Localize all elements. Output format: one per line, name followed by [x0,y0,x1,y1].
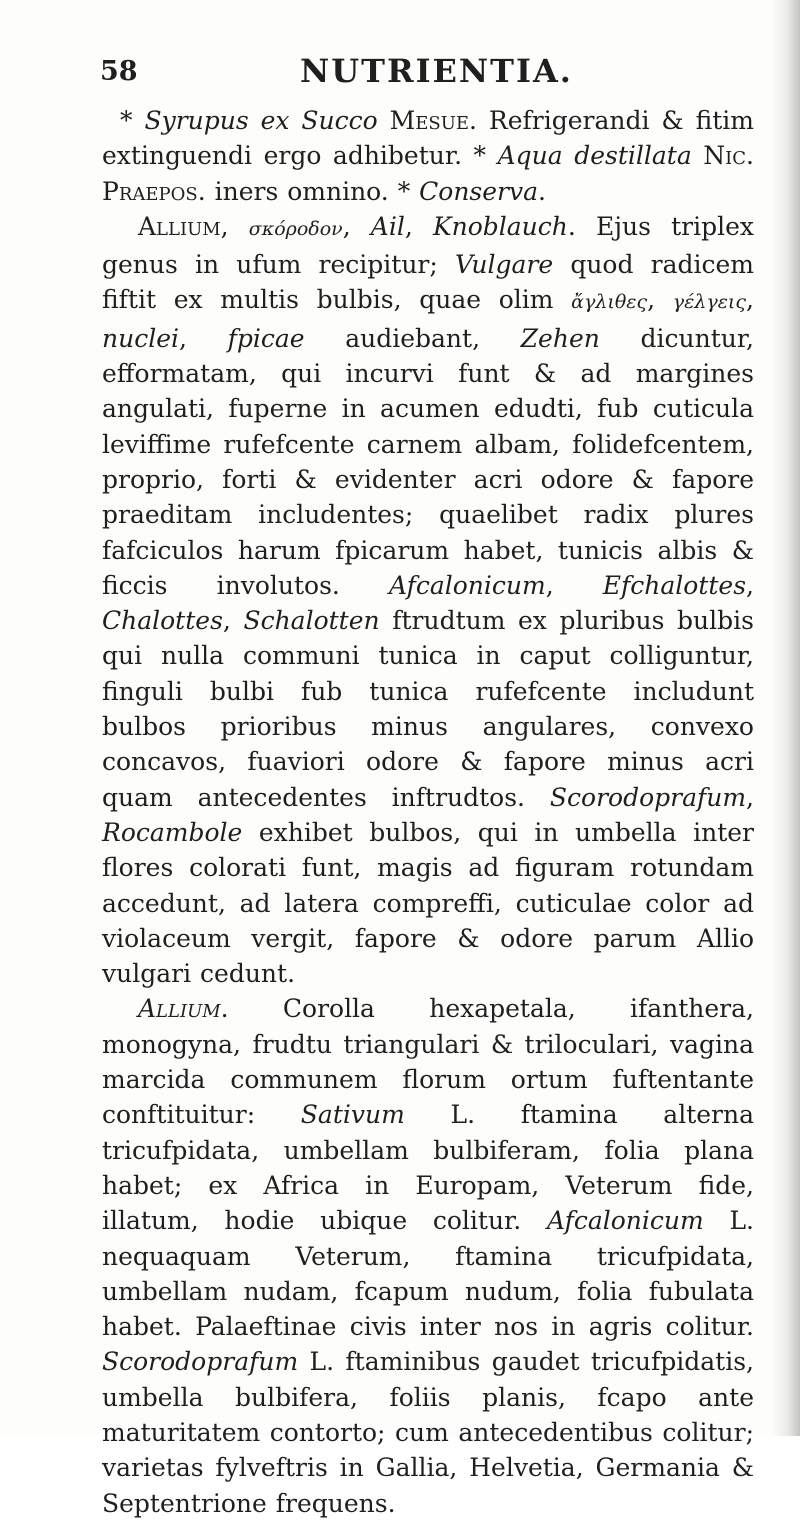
term-zehen: Zehen [520,323,600,353]
term-scorodoprasum: Scorodoprafum [549,782,747,812]
text-run: , [545,570,603,600]
asterisk: * [120,106,145,135]
running-head: NUTRIENTIA. [300,52,573,90]
term-allium: Allium [138,211,221,241]
greek-term: ἄγλιθες [571,291,648,314]
text-run: , [342,211,371,241]
author-nic-praepos: Nic. Praepos [102,141,754,206]
term-syrupus: Syrupus ex Succo [144,106,378,135]
term-eschalottes: Efchalottes [602,570,747,600]
term-ascalonicum-l: Afcalonicum [546,1206,704,1236]
text-run: dicuntur, efformatam, qui incurvi funt & ad margines angulati, fuperne in acumen edudti, fub cuticula leviffime rufefcente carnem albam, folidefcentem, proprio, forti & evidenter acri odore & fapore praeditam includentes; quaelibet radix plures fafciculos harum fpicarum habet, tunicis albis & ficcis involutos. [102,323,754,600]
term-schalotten: Schalotten [243,606,380,636]
text-run: , [404,211,433,241]
paragraph-allium-linnaeus [102,991,754,1520]
term-vulgare: Vulgare [454,250,554,280]
space [378,106,390,135]
text-run: , [222,606,244,636]
term-allium-genus: Allium [138,994,221,1024]
text-run: L. ftaminibus gaudet tricufpidatis, umbella bulbifera, foliis planis, fcapo ante maturitatem contorto; cum antecedentibus colitur; varietas fylveftris in Gallia, Helvetia, Germania & Septentrione frequens. [102,1347,754,1518]
term-chalottes: Chalottes [102,606,223,636]
greek-term: γέλγεις [672,291,747,314]
text-run: ftrudtum ex pluribus bulbis qui nulla communi tunica in caput colliguntur, finguli bulbi fub tunica rufefcente includunt bulbos prioribus minus angulares, convexo concavos, fuaviori odore & fapore minus acri quam antecedentes inftrudtos. [102,606,754,812]
term-ail: Ail [370,211,405,241]
paragraph-syrupus [102,103,754,209]
text-run: . Corolla hexapetala, ifanthera, monogyna, frudtu triangulari & triloculari, vagina marcida communem florum ortum fuftentante conftituitur: [102,994,754,1130]
text-run: . Ejus triplex genus in ufum recipitur; [102,211,754,280]
page-edge-shadow [772,0,800,1436]
term-ascalonicum: Afcalonicum [388,570,546,600]
text-run: L. nequaquam Veterum, ftamina tricufpidata, umbellam nudam, fcapum nudum, folia fubulata habet. Palaeftinae civis inter nos in agris colitur. [102,1206,754,1342]
text-run: . iners omnino. * [197,176,420,206]
term-rocambole: Rocambole [102,817,243,847]
term-aqua: Aqua destillata [497,141,692,171]
text-run: exhibet bulbos, qui in umbella inter flores colorati funt, magis ad figuram rotundam accedunt, ad latera compreffi, cuticulae color ad violaceum vergit, fapore & odore parum Allio vulgari cedunt. [102,817,754,989]
term-conserva: Conserva [419,176,539,206]
author-mesue: Mesue [389,106,470,135]
text-run: quod radicem fiftit ex multis bulbis, quae olim [102,250,754,315]
text-run: , [647,285,673,315]
page-header [100,52,740,92]
term-spicae: fpicae [227,323,305,353]
page-number: 58 [100,56,138,87]
term-knoblauch: Knoblauch [432,211,568,241]
text-run: . [538,176,546,206]
term-sativum: Sativum [300,1100,405,1130]
greek-term: σκόροδον [248,217,343,240]
text-run: , [179,323,228,353]
paragraph-allium [102,209,754,992]
text-run: . Refrigerandi & fitim extinguendi ergo adhibetur. * [102,106,754,171]
term-nuclei: nuclei [102,323,179,353]
text-run: L. ftamina alterna tricufpidata, umbellam bulbiferam, folia plana habet; ex Africa in Europam, Veterum fide, illatum, hodie ubique colitur. [102,1100,755,1236]
text-run: , [746,782,754,812]
space [692,141,704,170]
text-run: , [746,570,754,600]
term-scorodoprasum-l: Scorodoprafum [102,1347,299,1377]
text-run: , [746,285,754,315]
body-text [102,103,754,1521]
text-run: audiebant, [304,323,521,353]
text-run: , [220,211,249,241]
